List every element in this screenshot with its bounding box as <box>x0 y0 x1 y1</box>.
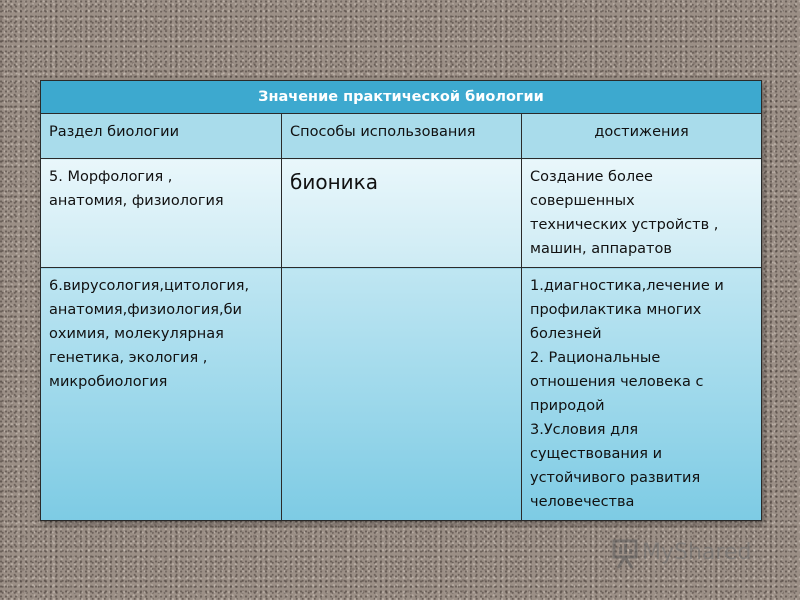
watermark-logo <box>612 536 772 572</box>
header-section: Раздел биологии <box>41 114 282 159</box>
row6-section-line: охимия, молекулярная <box>49 326 224 342</box>
row5-achievement-line: Создание более <box>530 169 653 185</box>
row6-achievement-line: природой <box>530 398 605 414</box>
row5-achievement-line: технических устройств , <box>530 217 719 233</box>
row6-section-line: микробиология <box>49 374 168 390</box>
row6-achievement-line: 2. Рациональные <box>530 350 661 366</box>
row5-usage-cell: бионика <box>282 159 522 268</box>
row6-achievement-line: 1.диагностика,лечение и <box>530 278 724 294</box>
table-title: Значение практической биологии <box>41 81 762 114</box>
row6-section-line: анатомия,физиология,би <box>49 302 242 318</box>
table-row <box>41 159 762 268</box>
row6-achievement-line: человечества <box>530 494 635 510</box>
row5-section-line: 5. Морфология , <box>49 169 173 185</box>
watermark-text: MyShared <box>642 540 752 565</box>
row6-achievement-line: отношения человека с <box>530 374 704 390</box>
row5-section-cell <box>41 159 282 268</box>
header-usage: Способы использования <box>282 114 522 159</box>
row6-achievement-line: 3.Условия для <box>530 422 639 438</box>
presentation-icon <box>612 538 640 570</box>
row6-achievement-line: устойчивого развития <box>530 470 701 486</box>
header-achievements: достижения <box>522 114 762 159</box>
table-row <box>41 268 762 521</box>
biology-table <box>40 80 762 521</box>
row5-achievement-line: машин, аппаратов <box>530 241 672 257</box>
row6-achievements-cell <box>522 268 762 521</box>
row6-section-line: 6.вирусология,цитология, <box>49 278 250 294</box>
row5-section-line: анатомия, физиология <box>49 193 224 209</box>
row6-achievement-line: болезней <box>530 326 602 342</box>
row6-section-cell <box>41 268 282 521</box>
row6-section-line: генетика, экология , <box>49 350 208 366</box>
row6-achievement-line: профилактика многих <box>530 302 702 318</box>
row6-achievement-line: существования и <box>530 446 663 462</box>
row6-usage-cell <box>282 268 522 521</box>
row5-achievements-cell <box>522 159 762 268</box>
row5-achievement-line: совершенных <box>530 193 635 209</box>
